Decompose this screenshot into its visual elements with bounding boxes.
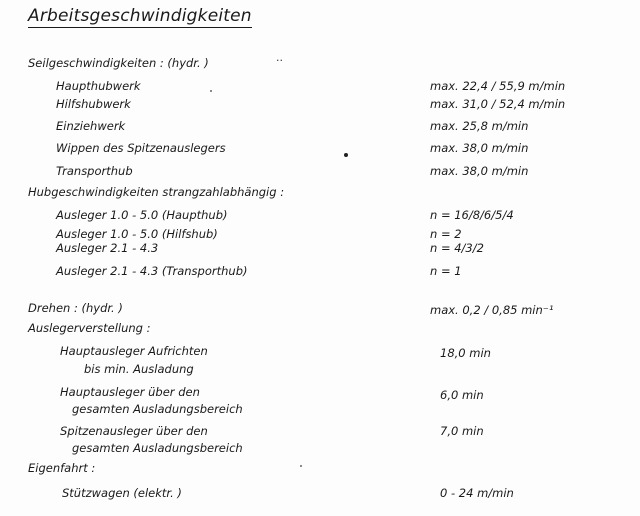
ausleger-item-label: gesamten Ausladungsbereich — [72, 441, 243, 455]
seil-item-label: Transporthub — [56, 164, 133, 178]
hub-item-value: n = 1 — [430, 264, 462, 278]
heading-mark: ·· — [276, 54, 283, 67]
page-title: Arbeitsgeschwindigkeiten — [28, 6, 252, 26]
seil-item-value: max. 25,8 m/min — [430, 119, 529, 133]
ausleger-item-label: gesamten Ausladungsbereich — [72, 402, 243, 416]
drehen-label: Drehen : (hydr. ) — [28, 301, 123, 315]
eigen-label: Stützwagen (elektr. ) — [62, 486, 182, 500]
scan-speck — [210, 90, 212, 92]
hub-item-label: Ausleger 1.0 - 5.0 (Hilfshub) — [56, 227, 218, 241]
ausleger-heading: Auslegerverstellung : — [28, 321, 151, 335]
eigen-value: 0 - 24 m/min — [440, 486, 514, 500]
drehen-value: max. 0,2 / 0,85 min⁻¹ — [430, 303, 554, 317]
scan-speck — [300, 465, 302, 467]
ausleger-item-label: Hauptausleger über den — [60, 385, 200, 399]
hub-item-value: n = 16/8/6/5/4 — [430, 208, 514, 222]
hub-item-label: Ausleger 2.1 - 4.3 — [56, 241, 159, 255]
ausleger-item-value: 6,0 min — [440, 388, 484, 402]
hub-item-label: Ausleger 1.0 - 5.0 (Haupthub) — [56, 208, 228, 222]
ausleger-item-label: Hauptausleger Aufrichten — [60, 344, 208, 358]
eigen-heading: Eigenfahrt : — [28, 461, 96, 475]
seil-item-value: max. 38,0 m/min — [430, 141, 529, 155]
hub-heading: Hubgeschwindigkeiten strangzahlabhängig : — [28, 185, 285, 199]
seil-item-label: Hilfshubwerk — [56, 97, 131, 111]
seil-item-value: max. 22,4 / 55,9 m/min — [430, 79, 566, 93]
hub-item-value: n = 2 — [430, 227, 462, 241]
hub-item-label: Ausleger 2.1 - 4.3 (Transporthub) — [56, 264, 248, 278]
ausleger-item-value: 7,0 min — [440, 424, 484, 438]
seil-heading: Seilgeschwindigkeiten : (hydr. ) — [28, 56, 209, 70]
ausleger-item-label: bis min. Ausladung — [84, 362, 194, 376]
seil-item-label: Haupthubwerk — [56, 79, 141, 93]
ausleger-item-value: 18,0 min — [440, 346, 491, 360]
seil-item-label: Einziehwerk — [56, 119, 126, 133]
scan-dot — [344, 153, 348, 157]
ausleger-item-label: Spitzenausleger über den — [60, 424, 208, 438]
hub-item-value: n = 4/3/2 — [430, 241, 484, 255]
seil-item-value: max. 38,0 m/min — [430, 164, 529, 178]
seil-item-value: max. 31,0 / 52,4 m/min — [430, 97, 566, 111]
seil-item-label: Wippen des Spitzenauslegers — [56, 141, 226, 155]
